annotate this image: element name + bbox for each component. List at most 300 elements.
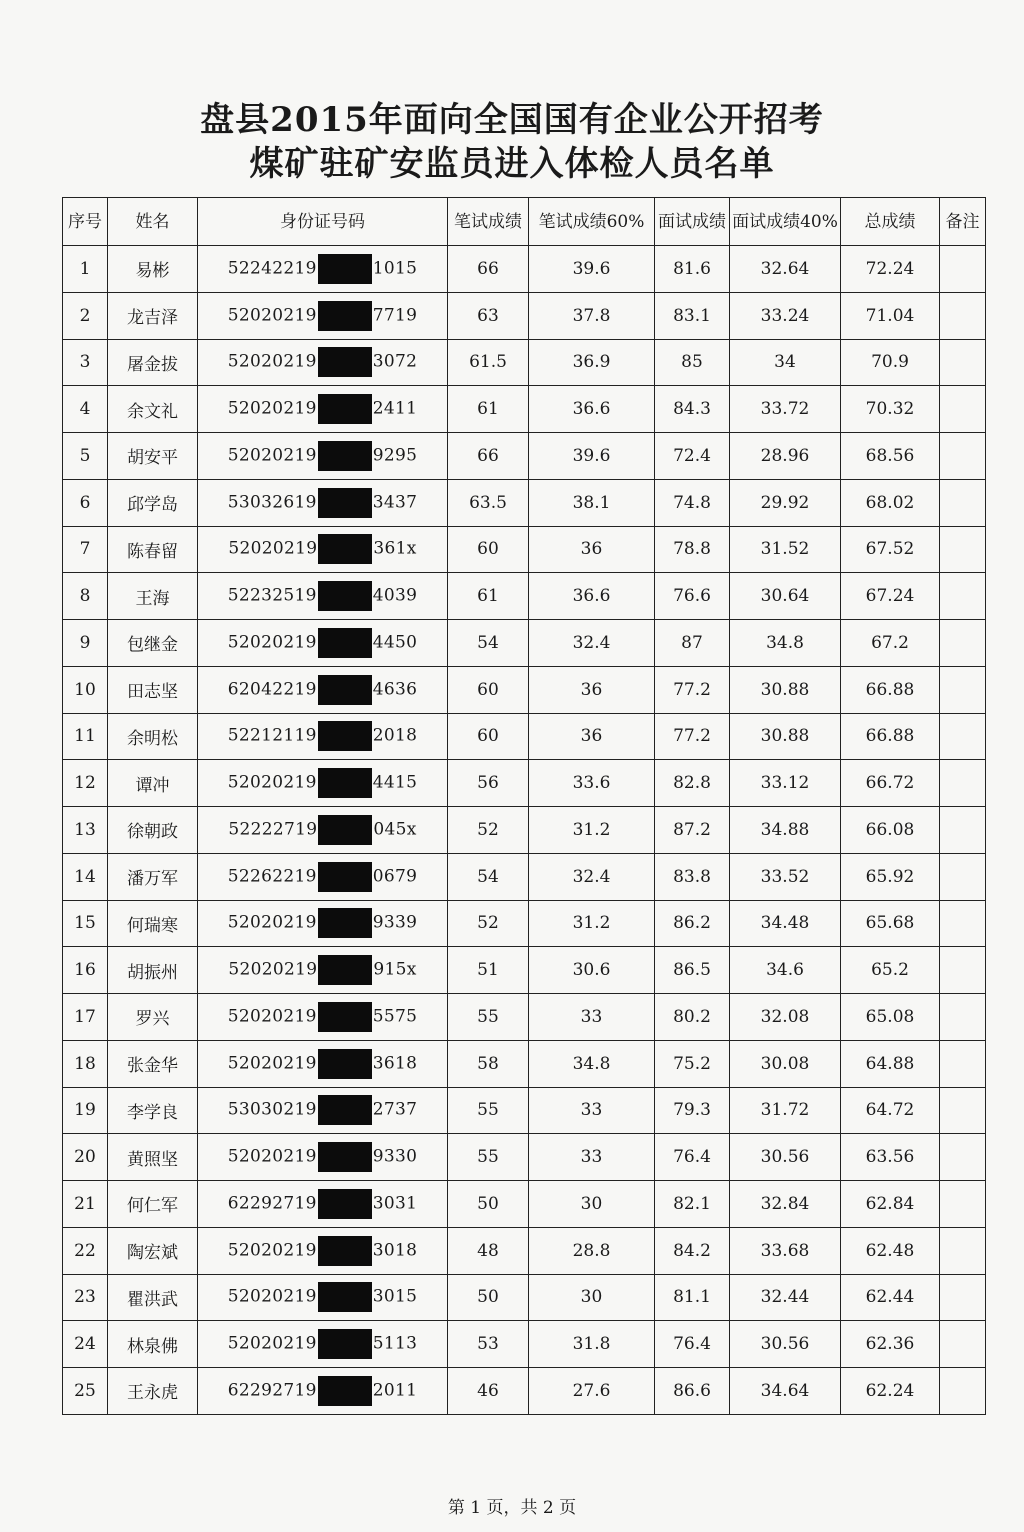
id-prefix: 52212119 <box>227 725 317 746</box>
table-row <box>63 1181 986 1228</box>
row-no: 3 <box>63 339 108 386</box>
row-interview: 79.3 <box>655 1087 730 1134</box>
row-no: 11 <box>63 713 108 760</box>
id-prefix: 52020219 <box>227 1006 317 1027</box>
id-suffix: 1015 <box>372 258 418 279</box>
row-written-60: 39.6 <box>529 246 655 293</box>
row-interview: 76.4 <box>655 1321 730 1368</box>
row-id-number <box>198 947 448 994</box>
redaction-block <box>318 768 372 798</box>
row-no: 25 <box>63 1368 108 1415</box>
id-prefix: 52020219 <box>227 445 317 466</box>
table-row <box>63 573 986 620</box>
row-total: 71.04 <box>841 292 940 339</box>
row-written-60: 38.1 <box>529 479 655 526</box>
row-total: 67.24 <box>841 573 940 620</box>
row-remark <box>940 386 986 433</box>
row-written: 61 <box>448 573 529 620</box>
row-id-number <box>198 386 448 433</box>
row-name: 林泉佛 <box>108 1321 198 1368</box>
id-prefix: 53030219 <box>227 1099 317 1120</box>
row-interview: 84.3 <box>655 386 730 433</box>
row-remark <box>940 339 986 386</box>
row-interview-40: 30.64 <box>730 573 841 620</box>
row-name: 瞿洪武 <box>108 1274 198 1321</box>
row-name: 胡振州 <box>108 947 198 994</box>
id-prefix: 52242219 <box>227 258 317 279</box>
id-prefix: 52232519 <box>227 585 317 606</box>
row-id-number <box>198 1368 448 1415</box>
row-remark <box>940 433 986 480</box>
row-total: 65.68 <box>841 900 940 947</box>
row-remark <box>940 1040 986 1087</box>
redaction-block <box>318 1329 372 1359</box>
row-interview: 86.5 <box>655 947 730 994</box>
row-total: 63.56 <box>841 1134 940 1181</box>
table-row <box>63 1134 986 1181</box>
redaction-block <box>318 1282 372 1312</box>
row-written-60: 34.8 <box>529 1040 655 1087</box>
table-row <box>63 900 986 947</box>
table-row <box>63 994 986 1041</box>
row-remark <box>940 760 986 807</box>
row-name: 潘万军 <box>108 853 198 900</box>
table-row <box>63 807 986 854</box>
id-suffix: 2411 <box>372 398 418 419</box>
row-written: 60 <box>448 666 529 713</box>
row-no: 17 <box>63 994 108 1041</box>
id-prefix: 52020219 <box>227 398 317 419</box>
row-name: 易彬 <box>108 246 198 293</box>
row-name: 包继金 <box>108 620 198 667</box>
row-interview-40: 30.88 <box>730 666 841 713</box>
row-name: 张金华 <box>108 1040 198 1087</box>
row-total: 64.88 <box>841 1040 940 1087</box>
table-row <box>63 433 986 480</box>
row-interview-40: 34.8 <box>730 620 841 667</box>
row-written: 60 <box>448 713 529 760</box>
row-interview-40: 28.96 <box>730 433 841 480</box>
table-row <box>63 666 986 713</box>
id-suffix: 5113 <box>372 1333 418 1354</box>
row-interview-40: 33.52 <box>730 853 841 900</box>
row-interview-40: 30.56 <box>730 1321 841 1368</box>
row-id-number <box>198 1087 448 1134</box>
redaction-block <box>318 1376 372 1406</box>
row-written: 60 <box>448 526 529 573</box>
row-written: 50 <box>448 1274 529 1321</box>
row-remark <box>940 1227 986 1274</box>
table-row <box>63 1368 986 1415</box>
redaction-block <box>318 815 372 845</box>
row-no: 19 <box>63 1087 108 1134</box>
redaction-block <box>318 1095 372 1125</box>
row-name: 李学良 <box>108 1087 198 1134</box>
id-prefix: 62292719 <box>227 1193 317 1214</box>
document-title: 盘县2015年面向全国国有企业公开招考 <box>200 100 824 140</box>
row-total: 66.88 <box>841 666 940 713</box>
row-no: 20 <box>63 1134 108 1181</box>
row-written-60: 32.4 <box>529 853 655 900</box>
row-interview: 81.1 <box>655 1274 730 1321</box>
row-id-number <box>198 853 448 900</box>
row-written: 46 <box>448 1368 529 1415</box>
row-id-number <box>198 900 448 947</box>
row-interview: 77.2 <box>655 713 730 760</box>
row-written-60: 36 <box>529 526 655 573</box>
row-name: 余文礼 <box>108 386 198 433</box>
redaction-block <box>318 1049 372 1079</box>
row-interview-40: 34.48 <box>730 900 841 947</box>
row-name: 徐朝政 <box>108 807 198 854</box>
id-suffix: 5575 <box>372 1006 418 1027</box>
row-interview: 76.4 <box>655 1134 730 1181</box>
row-interview: 87.2 <box>655 807 730 854</box>
table-row <box>63 1321 986 1368</box>
row-written-60: 33.6 <box>529 760 655 807</box>
redaction-block <box>318 1002 372 1032</box>
row-id-number <box>198 292 448 339</box>
row-name: 胡安平 <box>108 433 198 480</box>
header-remark: 备注 <box>940 198 986 246</box>
table-row <box>63 526 986 573</box>
row-remark <box>940 900 986 947</box>
row-interview-40: 32.44 <box>730 1274 841 1321</box>
document-subtitle: 煤矿驻矿安监员进入体检人员名单 <box>249 144 775 184</box>
row-no: 5 <box>63 433 108 480</box>
id-suffix: 2011 <box>372 1380 418 1401</box>
row-id-number <box>198 807 448 854</box>
row-written: 48 <box>448 1227 529 1274</box>
row-no: 18 <box>63 1040 108 1087</box>
redaction-block <box>318 1189 372 1219</box>
id-suffix: 2737 <box>372 1099 418 1120</box>
page-footer: 第 1 页，共 2 页 <box>447 1498 577 1518</box>
row-written-60: 32.4 <box>529 620 655 667</box>
row-written: 66 <box>448 246 529 293</box>
row-written-60: 36.6 <box>529 386 655 433</box>
id-prefix: 52020219 <box>227 772 317 793</box>
row-id-number <box>198 760 448 807</box>
redaction-block <box>318 862 372 892</box>
row-total: 66.08 <box>841 807 940 854</box>
table-row <box>63 386 986 433</box>
id-prefix: 52020219 <box>227 1333 317 1354</box>
row-remark <box>940 713 986 760</box>
header-written: 笔试成绩 <box>448 198 529 246</box>
id-prefix: 52020219 <box>228 959 318 980</box>
header-written-60: 笔试成绩60% <box>529 198 655 246</box>
row-total: 62.84 <box>841 1181 940 1228</box>
row-remark <box>940 1368 986 1415</box>
redaction-block <box>318 1236 372 1266</box>
id-suffix: 4039 <box>372 585 418 606</box>
id-suffix: 361x <box>373 538 417 559</box>
id-suffix: 3018 <box>372 1240 418 1261</box>
row-interview-40: 32.64 <box>730 246 841 293</box>
row-written: 55 <box>448 994 529 1041</box>
row-written-60: 31.8 <box>529 1321 655 1368</box>
row-remark <box>940 947 986 994</box>
row-written: 53 <box>448 1321 529 1368</box>
row-id-number <box>198 1321 448 1368</box>
row-written-60: 30.6 <box>529 947 655 994</box>
redaction-block <box>318 955 372 985</box>
table-row <box>63 1274 986 1321</box>
row-total: 68.02 <box>841 479 940 526</box>
row-total: 70.9 <box>841 339 940 386</box>
redaction-block <box>318 675 372 705</box>
row-id-number <box>198 479 448 526</box>
header-interview-40: 面试成绩40% <box>730 198 841 246</box>
row-name: 何瑞寒 <box>108 900 198 947</box>
row-id-number <box>198 433 448 480</box>
row-no: 13 <box>63 807 108 854</box>
row-written-60: 36 <box>529 713 655 760</box>
row-interview: 84.2 <box>655 1227 730 1274</box>
row-id-number <box>198 1227 448 1274</box>
id-suffix: 7719 <box>372 305 418 326</box>
redaction-block <box>318 908 372 938</box>
row-interview-40: 32.08 <box>730 994 841 1041</box>
row-no: 15 <box>63 900 108 947</box>
row-written: 63 <box>448 292 529 339</box>
row-written-60: 30 <box>529 1181 655 1228</box>
row-written-60: 31.2 <box>529 900 655 947</box>
row-interview: 83.1 <box>655 292 730 339</box>
table-row <box>63 947 986 994</box>
header-name: 姓名 <box>108 198 198 246</box>
row-name: 邱学岛 <box>108 479 198 526</box>
row-interview-40: 29.92 <box>730 479 841 526</box>
row-id-number <box>198 713 448 760</box>
row-written-60: 30 <box>529 1274 655 1321</box>
row-no: 23 <box>63 1274 108 1321</box>
row-id-number <box>198 1134 448 1181</box>
id-suffix: 9330 <box>372 1146 418 1167</box>
id-suffix: 4415 <box>372 772 418 793</box>
redaction-block <box>318 254 372 284</box>
row-interview-40: 33.68 <box>730 1227 841 1274</box>
redaction-block <box>318 534 372 564</box>
table-row <box>63 1227 986 1274</box>
row-total: 64.72 <box>841 1087 940 1134</box>
row-interview: 82.1 <box>655 1181 730 1228</box>
row-name: 屠金拔 <box>108 339 198 386</box>
header-row <box>63 198 986 246</box>
row-written-60: 36.9 <box>529 339 655 386</box>
row-interview: 86.6 <box>655 1368 730 1415</box>
row-total: 68.56 <box>841 433 940 480</box>
id-prefix: 52020219 <box>228 538 318 559</box>
row-no: 6 <box>63 479 108 526</box>
row-total: 62.48 <box>841 1227 940 1274</box>
row-id-number <box>198 526 448 573</box>
row-remark <box>940 994 986 1041</box>
row-interview: 85 <box>655 339 730 386</box>
row-written: 54 <box>448 853 529 900</box>
row-no: 2 <box>63 292 108 339</box>
row-no: 16 <box>63 947 108 994</box>
table-row <box>63 713 986 760</box>
row-interview: 72.4 <box>655 433 730 480</box>
row-no: 22 <box>63 1227 108 1274</box>
row-written-60: 33 <box>529 1134 655 1181</box>
row-written-60: 33 <box>529 994 655 1041</box>
row-no: 4 <box>63 386 108 433</box>
row-remark <box>940 479 986 526</box>
row-interview-40: 34.64 <box>730 1368 841 1415</box>
id-suffix: 2018 <box>372 725 418 746</box>
id-suffix: 915x <box>373 959 417 980</box>
row-no: 14 <box>63 853 108 900</box>
row-interview: 76.6 <box>655 573 730 620</box>
id-prefix: 53032619 <box>227 492 317 513</box>
redaction-block <box>318 394 372 424</box>
row-id-number <box>198 666 448 713</box>
row-no: 24 <box>63 1321 108 1368</box>
row-remark <box>940 1321 986 1368</box>
row-remark <box>940 1134 986 1181</box>
row-remark <box>940 807 986 854</box>
row-name: 陈春留 <box>108 526 198 573</box>
row-id-number <box>198 573 448 620</box>
row-remark <box>940 292 986 339</box>
header-interview: 面试成绩 <box>655 198 730 246</box>
row-total: 62.24 <box>841 1368 940 1415</box>
row-remark <box>940 620 986 667</box>
row-interview-40: 33.12 <box>730 760 841 807</box>
row-written-60: 31.2 <box>529 807 655 854</box>
row-interview-40: 32.84 <box>730 1181 841 1228</box>
row-no: 8 <box>63 573 108 620</box>
row-id-number <box>198 1274 448 1321</box>
table-row <box>63 479 986 526</box>
row-written: 55 <box>448 1134 529 1181</box>
id-suffix: 4450 <box>372 632 418 653</box>
row-written: 63.5 <box>448 479 529 526</box>
id-suffix: 9339 <box>372 912 418 933</box>
id-prefix: 52262219 <box>227 866 317 887</box>
table-row <box>63 853 986 900</box>
row-interview-40: 33.72 <box>730 386 841 433</box>
header-no: 序号 <box>63 198 108 246</box>
row-no: 10 <box>63 666 108 713</box>
row-interview: 87 <box>655 620 730 667</box>
row-remark <box>940 246 986 293</box>
row-id-number <box>198 994 448 1041</box>
row-written-60: 28.8 <box>529 1227 655 1274</box>
id-suffix: 3015 <box>372 1286 418 1307</box>
redaction-block <box>318 488 372 518</box>
id-suffix: 3072 <box>372 351 418 372</box>
row-written-60: 36 <box>529 666 655 713</box>
header-total: 总成绩 <box>841 198 940 246</box>
row-interview: 78.8 <box>655 526 730 573</box>
row-written: 56 <box>448 760 529 807</box>
row-total: 66.72 <box>841 760 940 807</box>
row-interview-40: 34 <box>730 339 841 386</box>
row-interview-40: 30.56 <box>730 1134 841 1181</box>
row-written: 52 <box>448 900 529 947</box>
id-suffix: 3031 <box>372 1193 418 1214</box>
row-interview: 83.8 <box>655 853 730 900</box>
row-remark <box>940 1274 986 1321</box>
row-id-number <box>198 246 448 293</box>
row-interview-40: 34.6 <box>730 947 841 994</box>
redaction-block <box>318 301 372 331</box>
id-prefix: 52020219 <box>227 351 317 372</box>
id-prefix: 52222719 <box>228 819 318 840</box>
row-written: 54 <box>448 620 529 667</box>
row-interview-40: 30.88 <box>730 713 841 760</box>
table-row <box>63 620 986 667</box>
row-id-number <box>198 1181 448 1228</box>
row-id-number <box>198 339 448 386</box>
row-interview: 75.2 <box>655 1040 730 1087</box>
row-remark <box>940 1087 986 1134</box>
candidate-table <box>62 197 986 1415</box>
row-name: 王海 <box>108 573 198 620</box>
row-written-60: 27.6 <box>529 1368 655 1415</box>
id-prefix: 62292719 <box>227 1380 317 1401</box>
id-prefix: 52020219 <box>227 1053 317 1074</box>
row-remark <box>940 666 986 713</box>
row-interview: 80.2 <box>655 994 730 1041</box>
row-interview-40: 30.08 <box>730 1040 841 1087</box>
table-row <box>63 760 986 807</box>
row-total: 72.24 <box>841 246 940 293</box>
row-interview-40: 34.88 <box>730 807 841 854</box>
id-suffix: 0679 <box>372 866 418 887</box>
row-written: 50 <box>448 1181 529 1228</box>
row-name: 何仁军 <box>108 1181 198 1228</box>
id-prefix: 52020219 <box>227 632 317 653</box>
redaction-block <box>318 1142 372 1172</box>
table-row <box>63 246 986 293</box>
row-total: 65.08 <box>841 994 940 1041</box>
id-suffix: 9295 <box>372 445 418 466</box>
row-name: 陶宏斌 <box>108 1227 198 1274</box>
row-id-number <box>198 620 448 667</box>
redaction-block <box>318 347 372 377</box>
row-name: 王永虎 <box>108 1368 198 1415</box>
row-interview: 86.2 <box>655 900 730 947</box>
id-prefix: 52020219 <box>227 912 317 933</box>
id-suffix: 3437 <box>372 492 418 513</box>
row-total: 65.92 <box>841 853 940 900</box>
row-remark <box>940 1181 986 1228</box>
id-prefix: 52020219 <box>227 1146 317 1167</box>
row-written: 51 <box>448 947 529 994</box>
row-name: 谭冲 <box>108 760 198 807</box>
row-no: 7 <box>63 526 108 573</box>
row-total: 67.52 <box>841 526 940 573</box>
table-row <box>63 1040 986 1087</box>
row-no: 1 <box>63 246 108 293</box>
row-written-60: 37.8 <box>529 292 655 339</box>
row-total: 62.36 <box>841 1321 940 1368</box>
redaction-block <box>318 441 372 471</box>
row-remark <box>940 526 986 573</box>
row-written: 55 <box>448 1087 529 1134</box>
row-written: 52 <box>448 807 529 854</box>
row-name: 罗兴 <box>108 994 198 1041</box>
id-prefix: 52020219 <box>227 1286 317 1307</box>
row-written: 61.5 <box>448 339 529 386</box>
row-written: 66 <box>448 433 529 480</box>
row-name: 黄照坚 <box>108 1134 198 1181</box>
